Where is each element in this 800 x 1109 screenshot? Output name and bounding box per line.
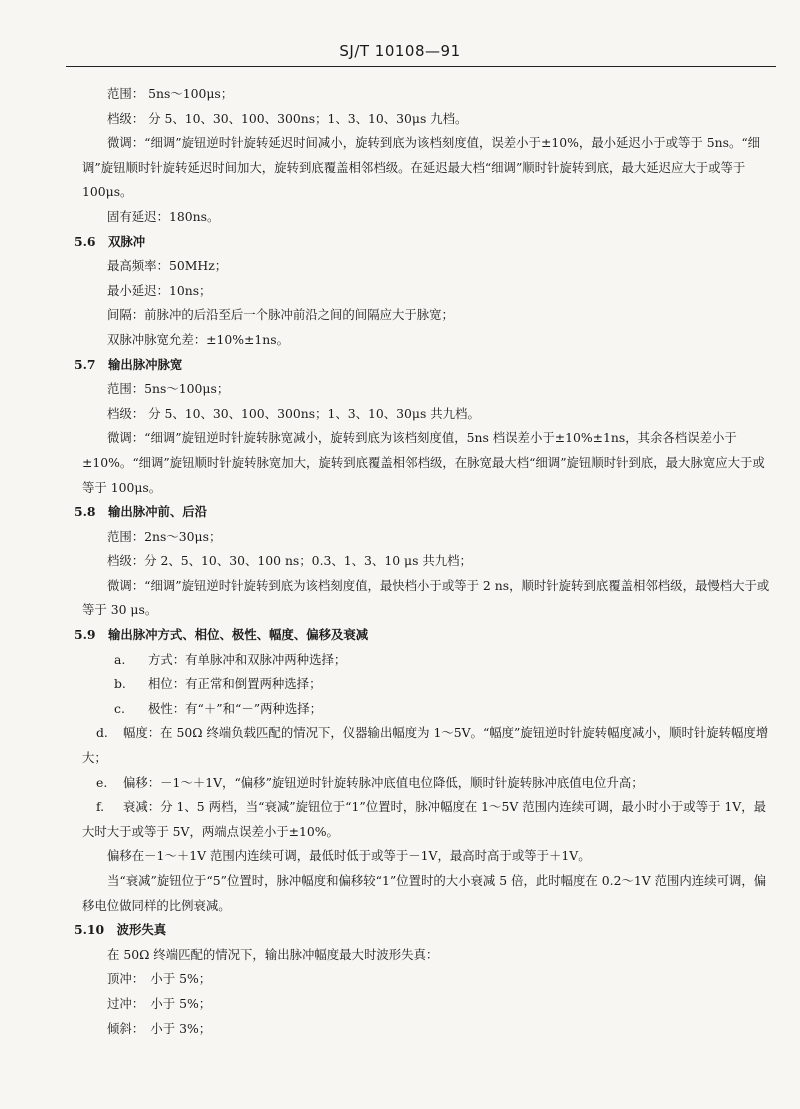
edge-range: 范围：2ns～30μs； [107, 528, 222, 544]
item-f-attenuation: f. 衰减：分 1、5 两档，当“衰减”旋钮位于“1”位置时，脉冲幅度在 1～5V 范围内连续可调，最小时小于或等于 1V，最大时大于或等于 5V，两端点误差小于±10%。 [82, 799, 767, 839]
double-pulse-width-tolerance: 双脉冲脉宽允差：±10%±1ns。 [107, 331, 290, 347]
distortion-tilt: 倾斜： 小于 3%； [107, 1020, 212, 1036]
distortion-overshoot: 过冲： 小于 5%； [107, 995, 212, 1011]
section-5-6-heading: 5.6 双脉冲 [74, 233, 146, 249]
section-5-9-heading: 5.9 输出脉冲方式、相位、极性、幅度、偏移及衰减 [74, 627, 369, 643]
item-c-polarity: c. 极性：有“＋”和“－”两种选择； [114, 700, 323, 716]
edge-fine-adjust: 微调：“细调”旋钮逆时针旋转到底为该档刻度值，最快档小于或等于 2 ns，顺时针旋转到底覆盖相邻档级，最慢档大于或等于 30 μs。 [82, 577, 770, 618]
double-pulse-min-delay: 最小延迟：10ns； [107, 282, 212, 298]
width-range: 范围：5ns～100μs； [107, 381, 230, 397]
item-b-phase: b. 相位：有正常和倒置两种选择； [114, 676, 322, 692]
distortion-intro: 在 50Ω 终端匹配的情况下，输出脉冲幅度最大时波形失真： [107, 946, 439, 962]
standard-number-header: SJ/T 10108—91 [339, 42, 461, 60]
document-body [74, 82, 772, 1041]
item-a-mode: a. 方式：有单脉冲和双脉冲两种选择； [114, 651, 347, 667]
section-5-7-heading: 5.7 输出脉冲脉宽 [74, 356, 183, 372]
section-5-8-heading: 5.8 输出脉冲前、后沿 [74, 504, 208, 520]
item-e-offset: e. 偏移：－1～＋1V，“偏移”旋钮逆时针旋转脉冲底值电位降低，顺时针旋转脉冲底值电位升高； [96, 774, 644, 790]
delay-steps: 档级： 分 5、10、30、100、300ns；1、3、10、30μs 九档。 [107, 110, 468, 126]
offset-range-note: 偏移在－1～＋1V 范围内连续可调，最低时低于或等于－1V，最高时高于或等于＋1V。 [107, 848, 591, 864]
double-pulse-max-freq: 最高频率：50MHz； [107, 258, 228, 274]
item-d-amplitude: d. 幅度：在 50Ω 终端负载匹配的情况下，仪器输出幅度为 1～5V。“幅度”旋钮逆时针旋转幅度减小，顺时针旋转幅度增大； [82, 725, 769, 766]
width-fine-adjust: 微调：“细调”旋钮逆时针旋转脉宽减小，旋转到底为该档刻度值，5ns 档误差小于±10%±1ns，其余各档误差小于±10%。“细调”旋钮顺时针旋转脉宽加大，旋转到底覆盖相邻档级，在脉宽最大档“细调”旋钮顺时针到底，最大脉宽应大于或等于 100μs。 [82, 430, 765, 495]
delay-range: 范围： 5ns～100μs； [107, 86, 234, 101]
section-5-10-heading: 5.10 波形失真 [74, 922, 167, 938]
width-steps: 档级： 分 5、10、30、100、300ns；1、3、10、30μs 共九档。 [107, 405, 480, 421]
inherent-delay: 固有延迟：180ns。 [107, 208, 220, 224]
double-pulse-interval: 间隔：前脉冲的后沿至后一个脉冲前沿之间的间隔应大于脉宽； [107, 307, 454, 323]
header-rule [66, 66, 776, 67]
delay-fine-adjust: 微调：“细调”旋钮逆时针旋转延迟时间减小，旋转到底为该档刻度值，误差小于±10%，最小延迟小于或等于 5ns。“细调”旋钮顺时针旋转延迟时间加大，旋转到底覆盖相邻档级。在延迟最大档“细调”顺时针旋转到底，最大延迟应大于或等于 100μs。 [82, 135, 761, 200]
edge-steps: 档级：分 2、5、10、30、100 ns；0.3、1、3、10 μs 共九档； [107, 553, 472, 569]
attenuation-5-note: 当“衰减”旋钮位于“5”位置时，脉冲幅度和偏移较“1”位置时的大小衰减 5 倍，此时幅度在 0.2～1V 范围内连续可调，偏移电位做同样的比例衰减。 [82, 873, 767, 913]
distortion-top-spike: 顶冲： 小于 5%； [107, 971, 212, 987]
